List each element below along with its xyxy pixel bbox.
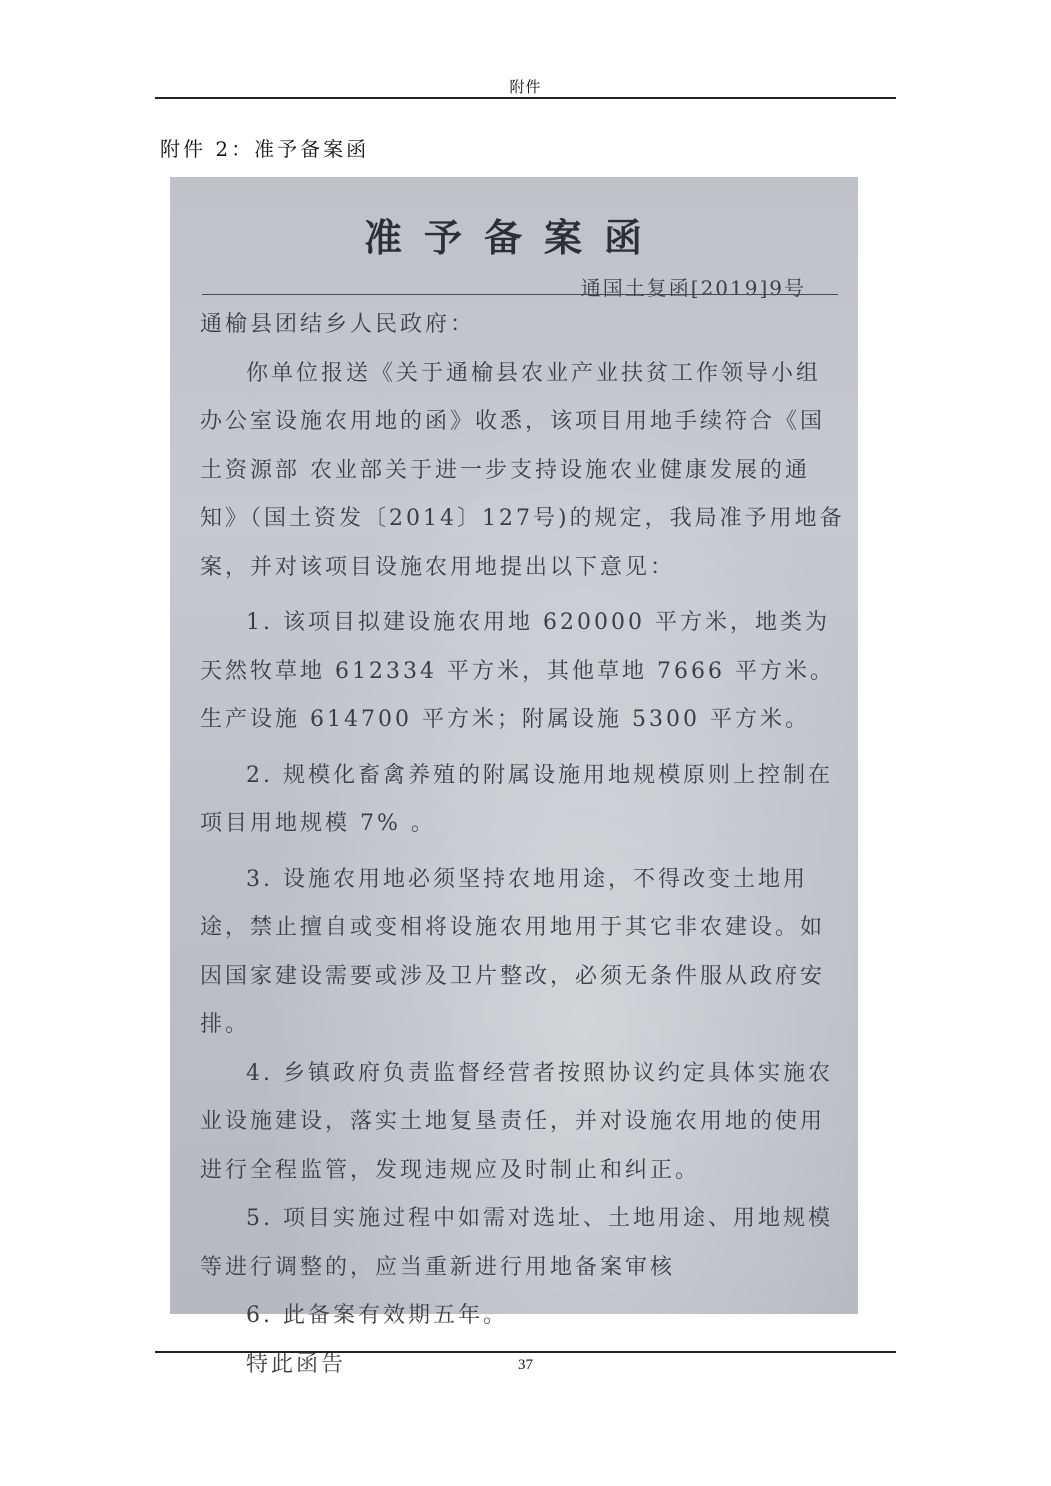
footer-divider — [155, 1351, 896, 1353]
letter-closing: 特此函告 — [246, 1351, 347, 1377]
letter-item-1: 1. 该项目拟建设施农用地 620000 平方米，地类为天然牧草地 612334 平方米，其他草地 7666 平方米。生产设施 614700 平方米；附属设施 5300 平方米。 — [200, 610, 835, 732]
attachment-title: 附件 2：准予备案函 — [160, 137, 370, 161]
page-number: 37 — [518, 1357, 533, 1373]
letter-title: 准予备案函 — [363, 215, 664, 260]
letter-intro: 你单位报送《关于通榆县农业产业扶贫工作领导小组办公室设施农用地的函》收悉，该项目用地手续符合《国土资源部 农业部关于进一步支持设施农业健康发展的通知》（国土资发〔2014〕127号)的规定，我局准予用地备案，并对该项目设施农用地提出以下意见： — [200, 360, 845, 580]
letter-item-5: 5. 项目实施过程中如需对选址、土地用途、用地规模等进行调整的，应当重新进行用地备案审核 — [200, 1206, 833, 1280]
letter-item-4: 4. 乡镇政府负责监督经营者按照协议约定具体实施农业设施建设，落实土地复垦责任，并对设施农用地的使用进行全程监管，发现违规应及时制止和纠正。 — [200, 1060, 833, 1183]
letter-addressee: 通榆县团结乡人民政府： — [200, 312, 476, 337]
letter-body — [200, 301, 845, 1389]
page-header: 附件 — [509, 78, 542, 96]
letter-divider — [202, 294, 838, 295]
letter-item-6: 6. 此备案有效期五年。 — [246, 1303, 508, 1328]
letter-item-2: 2. 规模化畜禽养殖的附属设施用地规模原则上控制在项目用地规模 7% 。 — [200, 762, 833, 836]
letter-doc-number: 通国土复函[2019]9号 — [580, 276, 806, 300]
header-divider — [155, 97, 896, 99]
letter-item-3: 3. 设施农用地必须坚持农地用途，不得改变土地用途，禁止擅自或变相将设施农用地用于其它非农建设。如因国家建设需要或涉及卫片整改，必须无条件服从政府安排。 — [200, 866, 826, 1037]
